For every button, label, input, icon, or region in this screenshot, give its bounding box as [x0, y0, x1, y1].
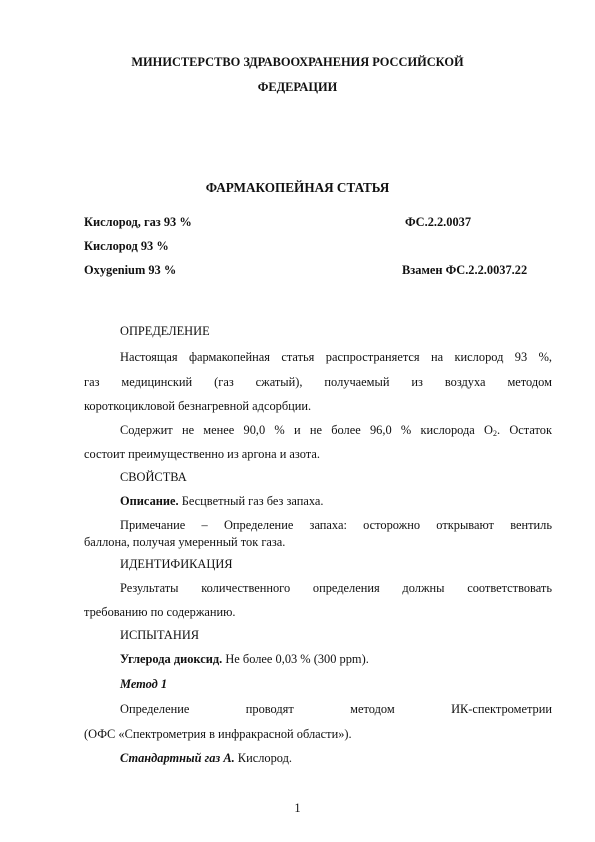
section-heading-tests: ИСПЫТАНИЯ [120, 628, 200, 642]
article-name-ru-short: Кислород 93 % [84, 239, 169, 253]
description-label: Описание. [120, 494, 179, 508]
article-name-ru: Кислород, газ 93 % [84, 215, 192, 229]
standard-gas-line [120, 751, 292, 766]
identification-line: Результаты количественного определения должны соответствовать [120, 581, 552, 595]
standard-gas-text: Кислород. [234, 751, 293, 765]
content-text-end: . Остаток [497, 423, 552, 437]
content-paragraph-line: состоит преимущественно из аргона и азота. [84, 447, 320, 461]
method-heading: Метод 1 [120, 677, 168, 691]
description-line [120, 494, 324, 509]
carbon-dioxide-line [120, 652, 369, 667]
section-heading-definition: ОПРЕДЕЛЕНИЕ [120, 324, 210, 338]
definition-paragraph-line: короткоцикловой безнагревной адсорбции. [84, 399, 312, 413]
section-heading-properties: СВОЙСТВА [120, 470, 187, 484]
standard-gas-label: Стандартный газ А. [120, 751, 235, 765]
definition-paragraph-line: газ медицинский (газ сжатый), получаемый из воздуха методом [84, 375, 552, 389]
oxygen-subscript: 2 [493, 429, 497, 438]
section-heading-identification: ИДЕНТИФИКАЦИЯ [120, 557, 233, 571]
identification-line: требованию по содержанию. [84, 605, 236, 619]
article-name-latin: Oxygenium 93 % [84, 263, 177, 277]
definition-paragraph-line: Настоящая фармакопейная статья распространяется на кислород 93 %, [120, 350, 552, 364]
ir-method-line: Определение проводят методом ИК-спектрометрии [120, 702, 552, 716]
article-code: ФС.2.2.0037 [405, 215, 472, 229]
document-type-title: ФАРМАКОПЕЙНАЯ СТАТЬЯ [205, 180, 390, 195]
carbon-dioxide-label: Углерода диоксид. [120, 652, 223, 666]
replaces-code: Взамен ФС.2.2.0037.22 [402, 263, 528, 277]
carbon-dioxide-limit: Не более 0,03 % (300 ppm). [222, 652, 369, 666]
page-number: 1 [294, 801, 301, 815]
ir-method-line: (ОФС «Спектрометрия в инфракрасной области»). [84, 727, 352, 741]
description-text: Бесцветный газ без запаха. [178, 494, 324, 508]
ministry-line-2: ФЕДЕРАЦИИ [257, 80, 338, 94]
note-line: баллона, получая умеренный ток газа. [84, 535, 286, 549]
ministry-line-1: МИНИСТЕРСТВО ЗДРАВООХРАНЕНИЯ РОССИЙСКОЙ [131, 55, 464, 69]
note-line: Примечание – Определение запаха: осторожно открывают вентиль [120, 518, 552, 532]
content-text: Содержит не менее 90,0 % и не более 96,0 % кислорода O [120, 423, 493, 437]
content-paragraph-line [120, 423, 552, 438]
